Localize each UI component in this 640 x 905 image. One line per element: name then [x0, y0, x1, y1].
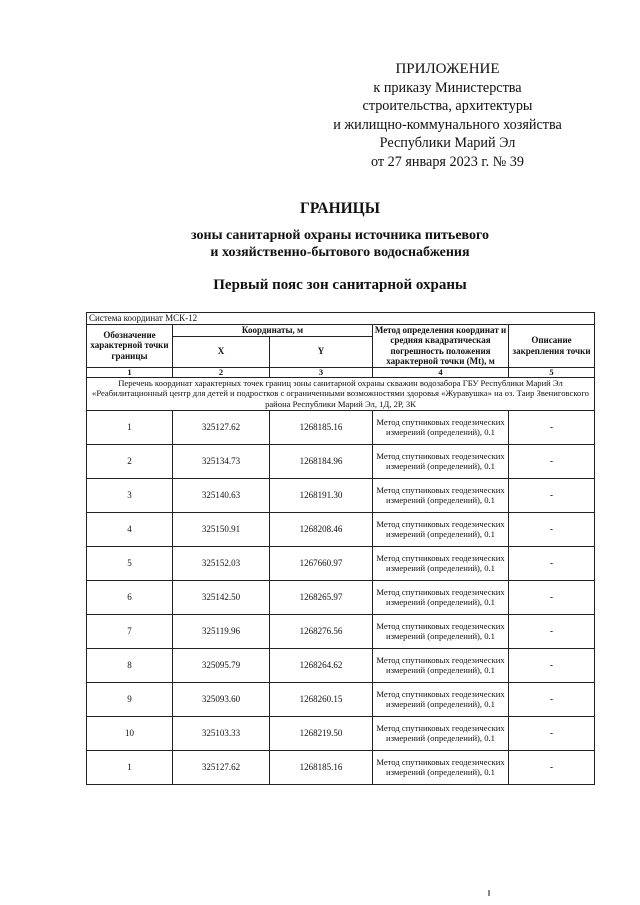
x-cell: 325119.96: [173, 614, 270, 648]
x-cell: 325140.63: [173, 478, 270, 512]
fixing-cell: -: [509, 750, 595, 784]
x-cell: 325152.03: [173, 546, 270, 580]
table-row: [87, 478, 595, 512]
coordinate-system: Система координат МСК-12: [87, 313, 595, 325]
method-cell: Метод спутниковых геодезических измерений (определений), 0.1: [373, 716, 509, 750]
column-number: 1: [87, 367, 173, 377]
appendix-block: [330, 60, 565, 172]
fixing-cell: -: [509, 512, 595, 546]
table-row: [87, 580, 595, 614]
x-cell: 325095.79: [173, 648, 270, 682]
point-cell: 2: [87, 444, 173, 478]
table-row: [87, 682, 595, 716]
document-title: ГРАНИЦЫ: [300, 200, 380, 217]
point-cell: 6: [87, 580, 173, 614]
x-cell: 325142.50: [173, 580, 270, 614]
y-cell: 1267660.97: [270, 546, 373, 580]
header-fixing: Описание закрепления точки: [509, 324, 595, 367]
y-cell: 1268208.46: [270, 512, 373, 546]
document-subtitle: [0, 227, 640, 261]
fixing-cell: -: [509, 716, 595, 750]
column-number: 5: [509, 367, 595, 377]
appendix-title: ПРИЛОЖЕНИЕ: [395, 61, 500, 77]
table-row: [87, 410, 595, 444]
method-cell: Метод спутниковых геодезических измерений (определений), 0.1: [373, 682, 509, 716]
method-cell: Метод спутниковых геодезических измерений (определений), 0.1: [373, 546, 509, 580]
point-cell: 9: [87, 682, 173, 716]
subtitle-line: и хозяйственно-бытового водоснабжения: [210, 245, 470, 260]
y-cell: 1268276.56: [270, 614, 373, 648]
fixing-cell: -: [509, 478, 595, 512]
appendix-line: строительства, архитектуры: [362, 98, 533, 115]
coordinates-table: [86, 312, 595, 785]
appendix-line: и жилищно-коммунального хозяйства: [333, 116, 562, 133]
appendix-line: к приказу Министерства: [373, 79, 522, 96]
x-cell: 325127.62: [173, 750, 270, 784]
method-cell: Метод спутниковых геодезических измерений (определений), 0.1: [373, 444, 509, 478]
y-cell: 1268265.97: [270, 580, 373, 614]
header-coordinates: Координаты, м: [173, 324, 373, 336]
method-cell: Метод спутниковых геодезических измерений (определений), 0.1: [373, 648, 509, 682]
fixing-cell: -: [509, 682, 595, 716]
point-cell: 7: [87, 614, 173, 648]
table-row: [87, 648, 595, 682]
appendix-line: от 27 января 2023 г. № 39: [371, 153, 524, 170]
y-cell: 1268264.62: [270, 648, 373, 682]
y-cell: 1268184.96: [270, 444, 373, 478]
point-cell: 10: [87, 716, 173, 750]
header-designation: Обозначение характерной точки границы: [87, 324, 173, 367]
method-cell: Метод спутниковых геодезических измерений (определений), 0.1: [373, 580, 509, 614]
point-cell: 1: [87, 410, 173, 444]
appendix-line: Республики Марий Эл: [379, 135, 516, 152]
y-cell: 1268219.50: [270, 716, 373, 750]
header-x: X: [173, 336, 270, 367]
fixing-cell: -: [509, 580, 595, 614]
table-row: [87, 444, 595, 478]
method-cell: Метод спутниковых геодезических измерений (определений), 0.1: [373, 750, 509, 784]
x-cell: 325134.73: [173, 444, 270, 478]
x-cell: 325127.62: [173, 410, 270, 444]
y-cell: 1268185.16: [270, 410, 373, 444]
fixing-cell: -: [509, 546, 595, 580]
subtitle-line: зоны санитарной охраны источника питьевого: [190, 228, 490, 243]
column-number: 2: [173, 367, 270, 377]
point-cell: 8: [87, 648, 173, 682]
fixing-cell: -: [509, 410, 595, 444]
point-cell: 4: [87, 512, 173, 546]
x-cell: 325150.91: [173, 512, 270, 546]
table-row: [87, 716, 595, 750]
column-number: 3: [270, 367, 373, 377]
table-row: [87, 512, 595, 546]
method-cell: Метод спутниковых геодезических измерений (определений), 0.1: [373, 410, 509, 444]
point-cell: 5: [87, 546, 173, 580]
fixing-cell: -: [509, 444, 595, 478]
fixing-cell: -: [509, 648, 595, 682]
point-cell: 3: [87, 478, 173, 512]
x-cell: 325093.60: [173, 682, 270, 716]
method-cell: Метод спутниковых геодезических измерений (определений), 0.1: [373, 614, 509, 648]
header-y: Y: [270, 336, 373, 367]
belt-heading: Первый пояс зон санитарной охраны: [213, 277, 467, 293]
point-cell: 1: [87, 750, 173, 784]
table-row: [87, 750, 595, 784]
table-description: Перечень координат характерных точек границ зоны санитарной охраны скважин водозабора ГБУ Республики Марий Эл «Реабилитационный центр для детей и подростков с ограниченными возможностями здоровья «Журавушка» на оз. Таир Звениговского района Республики Марий Эл, 1Д, 2Р, 3К: [87, 377, 595, 410]
y-cell: 1268185.16: [270, 750, 373, 784]
method-cell: Метод спутниковых геодезических измерений (определений), 0.1: [373, 512, 509, 546]
header-method: Метод определения координат и средняя квадратическая погрешность положения характерной точки (Mt), м: [373, 324, 509, 367]
fixing-cell: -: [509, 614, 595, 648]
x-cell: 325103.33: [173, 716, 270, 750]
y-cell: 1268260.15: [270, 682, 373, 716]
table-row: [87, 614, 595, 648]
column-number: 4: [373, 367, 509, 377]
y-cell: 1268191.30: [270, 478, 373, 512]
scan-mark: [488, 890, 490, 896]
method-cell: Метод спутниковых геодезических измерений (определений), 0.1: [373, 478, 509, 512]
table-row: [87, 546, 595, 580]
